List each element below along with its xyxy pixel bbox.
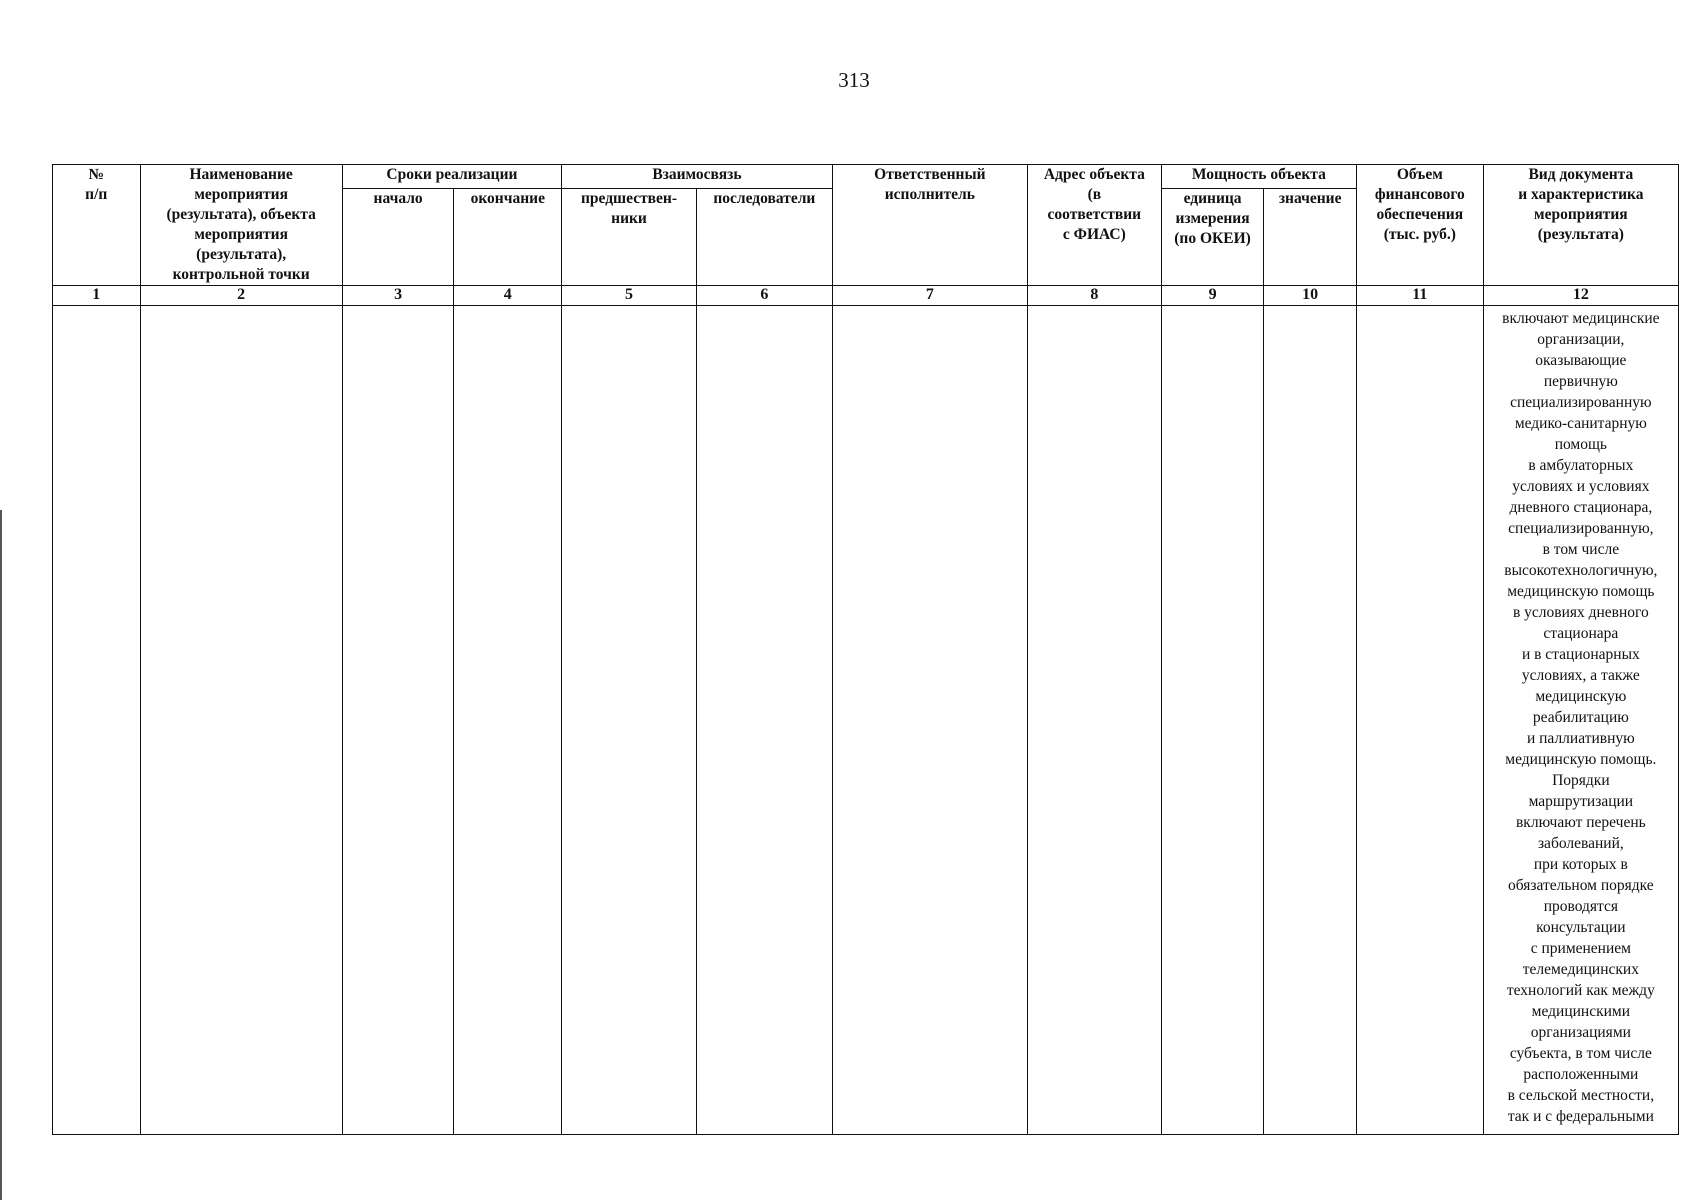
header-financing-volume: Объем финансового обеспечения (тыс. руб.): [1356, 165, 1483, 286]
column-number-row: [53, 286, 1679, 306]
header-group-implementation-terms: Сроки реализации: [342, 165, 561, 189]
header-number: № п/п: [53, 165, 141, 286]
header-group-object-capacity: Мощность объекта: [1161, 165, 1356, 189]
header-value: значение: [1264, 188, 1357, 285]
cell-document-description: включают медицинские организации, оказывающие первичную специализированную медико-санитарную помощь в амбулаторных условиях и условиях дневного стационара, специализированную, в том числе высокотехнологичную, медицинскую помощь в условиях дневного стационара и в стационарных условиях, а также медицинскую реабилитацию и паллиативную медицинскую помощь. Порядки маршрутизации включают перечень заболеваний, при которых в обязательном порядке проводятся консультации с применением телемедицинских технологий как между медицинскими организациями субъекта, в том числе расположенными в сельской местности, так и с федеральными: [1483, 306, 1678, 1135]
header-activity-name: Наименование мероприятия (результата), объекта мероприятия (результата), контрольной точки: [140, 165, 342, 286]
column-number: 11: [1356, 286, 1483, 306]
column-number: 7: [832, 286, 1027, 306]
page-number: 313: [838, 68, 870, 92]
header-successors: последователи: [696, 188, 832, 285]
column-number: 9: [1161, 286, 1264, 306]
activities-table: [52, 164, 1679, 1135]
cell-object-address: [1027, 306, 1161, 1135]
column-number: 10: [1264, 286, 1357, 306]
cell-responsible-executor: [832, 306, 1027, 1135]
header-responsible-executor: Ответственный исполнитель: [832, 165, 1027, 286]
table-row: [53, 306, 1679, 1135]
cell-financing-volume: [1356, 306, 1483, 1135]
column-number: 2: [140, 286, 342, 306]
header-predecessors: предшествен- ники: [562, 188, 697, 285]
column-number: 5: [562, 286, 697, 306]
scan-edge-line: [0, 510, 2, 1200]
cell-successors: [696, 306, 832, 1135]
cell-predecessors: [562, 306, 697, 1135]
header-object-address: Адрес объекта (в соответствии с ФИАС): [1027, 165, 1161, 286]
column-number: 8: [1027, 286, 1161, 306]
cell-start: [342, 306, 454, 1135]
column-number: 1: [53, 286, 141, 306]
cell-number: [53, 306, 141, 1135]
column-number: 4: [454, 286, 562, 306]
cell-end: [454, 306, 562, 1135]
cell-unit-of-measure: [1161, 306, 1264, 1135]
header-end: окончание: [454, 188, 562, 285]
column-number: 6: [696, 286, 832, 306]
cell-activity-name: [140, 306, 342, 1135]
column-number: 3: [342, 286, 454, 306]
header-start: начало: [342, 188, 454, 285]
column-number: 12: [1483, 286, 1678, 306]
cell-value: [1264, 306, 1357, 1135]
header-unit-of-measure: единица измерения (по ОКЕИ): [1161, 188, 1264, 285]
header-document-type: Вид документа и характеристика мероприятия (результата): [1483, 165, 1678, 286]
header-group-relationship: Взаимосвязь: [562, 165, 833, 189]
